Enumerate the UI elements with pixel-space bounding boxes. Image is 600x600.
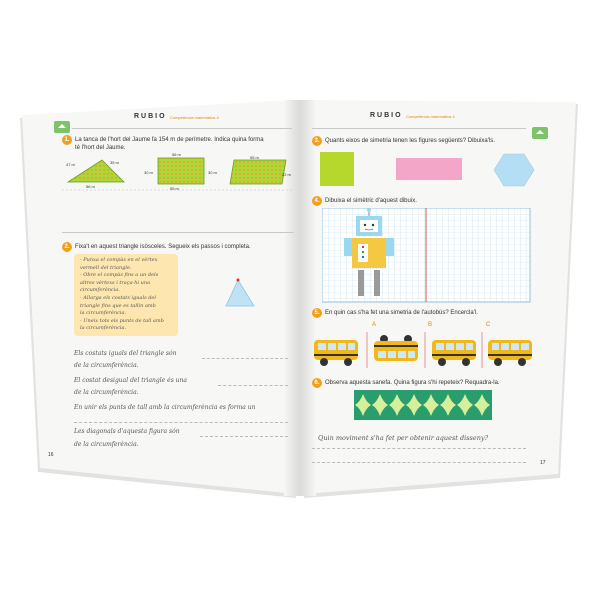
q5-option-c[interactable]: C [486, 322, 491, 328]
q2-blank-3[interactable] [74, 422, 288, 423]
q2-step-3: - Obre el compàs fins a un dels [80, 272, 159, 279]
q1-label-30b: 30 m [208, 170, 217, 175]
q2-blank-4[interactable] [200, 436, 288, 437]
frieze-pattern[interactable] [354, 390, 492, 420]
q2-text: 2. Fixa't en aquest triangle isòsceles. Segueix els passos i completa. [62, 242, 251, 252]
q2-blank-2[interactable] [218, 385, 288, 386]
bus-original [314, 340, 358, 366]
red-vertex [237, 279, 240, 282]
q2-step-7: triangle fins que es tallin amb [80, 302, 156, 309]
bus-option-c[interactable] [488, 340, 532, 366]
q2-step-2: vermell del triangle. [80, 264, 132, 271]
rectangle-field [158, 158, 204, 184]
q2-sentence-1: Els costats iguals del triangle són [74, 350, 177, 357]
q2-blank-1[interactable] [202, 358, 288, 359]
q2-sentence-6: Les diagonals d'aquesta figura són [74, 428, 180, 435]
right-page-number: 17 [540, 460, 546, 466]
q4-number: 4. [312, 196, 322, 206]
q5-number: 5. [312, 308, 322, 318]
green-square [320, 152, 354, 186]
q1-number: 1. [62, 135, 72, 145]
q2-step-6: - Allarga els costats iguals del [80, 294, 156, 301]
q5-buses [312, 332, 544, 370]
bus-option-b[interactable] [432, 340, 476, 366]
q1-answer-line[interactable] [62, 232, 294, 233]
bus-option-a[interactable] [374, 335, 418, 361]
q2-step-9: - Uneix tots els punts de tall amb [80, 317, 164, 324]
q5-text: 5. En quin cas s'ha fet una simetria de l'autobús? Encercla'l. [312, 308, 478, 318]
q5-option-b[interactable]: B [428, 322, 433, 328]
q2-step-10: la circumferència. [80, 325, 127, 332]
left-brand: RUBIO [134, 113, 167, 120]
q6-answer-line-2[interactable] [312, 462, 526, 463]
q2-step-4: altres vèrtexs i traça-hi una [80, 279, 151, 286]
q1-label-55a: 55 m [250, 155, 259, 160]
q2-sentence-7: de la circumferència. [74, 441, 139, 448]
right-tab-icon [532, 127, 548, 139]
q6-answer-line-1[interactable] [312, 448, 526, 449]
q6-text: 6. Observa aquesta sanefa. Quina figura s'hi repeteix? Requadra-la. [312, 378, 500, 388]
right-brand: RUBIO [370, 112, 403, 119]
q2-sentence-3: El costat desigual del triangle és una [74, 377, 187, 384]
symmetry-grid[interactable] [322, 208, 532, 304]
q2-sentence-4: de la circumferència. [74, 389, 139, 396]
left-series: Competència matemàtica 4 [170, 115, 219, 120]
q2-step-5: circumferència. [80, 287, 120, 294]
q5-option-a[interactable]: A [372, 322, 377, 328]
q1-label-56a: 56 m [86, 184, 95, 189]
left-header-rule [72, 128, 292, 129]
isosceles-triangle [220, 278, 260, 310]
left-page-number: 16 [48, 452, 54, 458]
q2-steps [80, 257, 164, 333]
q1-label-30a: 30 m [144, 170, 153, 175]
q1-label-35: 35 m [110, 160, 119, 165]
q6-number: 6. [312, 378, 322, 388]
q2-step-8: la circumferència. [80, 310, 127, 317]
q1-label-47: 47 m [66, 162, 75, 167]
q1-text-1: 1. La tanca de l'hort del Jaume fa 154 m de perímetre. Indica quina forma [62, 135, 264, 145]
q2-sentence-2: de la circumferència. [74, 362, 139, 369]
q1-label-56b: 56 m [172, 152, 181, 157]
parallelogram-field [230, 160, 286, 184]
q2-number: 2. [62, 242, 72, 252]
q2-sentence-5: En unir els punts de tall amb la circumferència es forma un [74, 404, 256, 411]
q6-question: Quin moviment s'ha fet per obtenir aquest disseny? [318, 434, 489, 442]
right-header-rule [312, 128, 526, 129]
q1-label-55b: 55 m [170, 186, 179, 191]
blue-hexagon [494, 154, 534, 186]
q3-text: 3. Quants eixos de simetria tenen les figures següents? Dibuixa'ls. [312, 136, 495, 146]
q4-text: 4. Dibuixa el simètric d'aquest dibuix. [312, 196, 417, 206]
q1-label-22: 22 m [282, 172, 291, 177]
right-series: Competència matemàtica 4 [406, 114, 455, 119]
q2-step-1: - Punxa el compàs en el vèrtex [80, 257, 158, 263]
left-tab-icon [54, 121, 70, 133]
pink-rectangle [396, 158, 462, 180]
q3-number: 3. [312, 136, 322, 146]
q1-text-2: té l'hort del Jaume. [75, 145, 126, 151]
q3-figures [318, 150, 540, 190]
